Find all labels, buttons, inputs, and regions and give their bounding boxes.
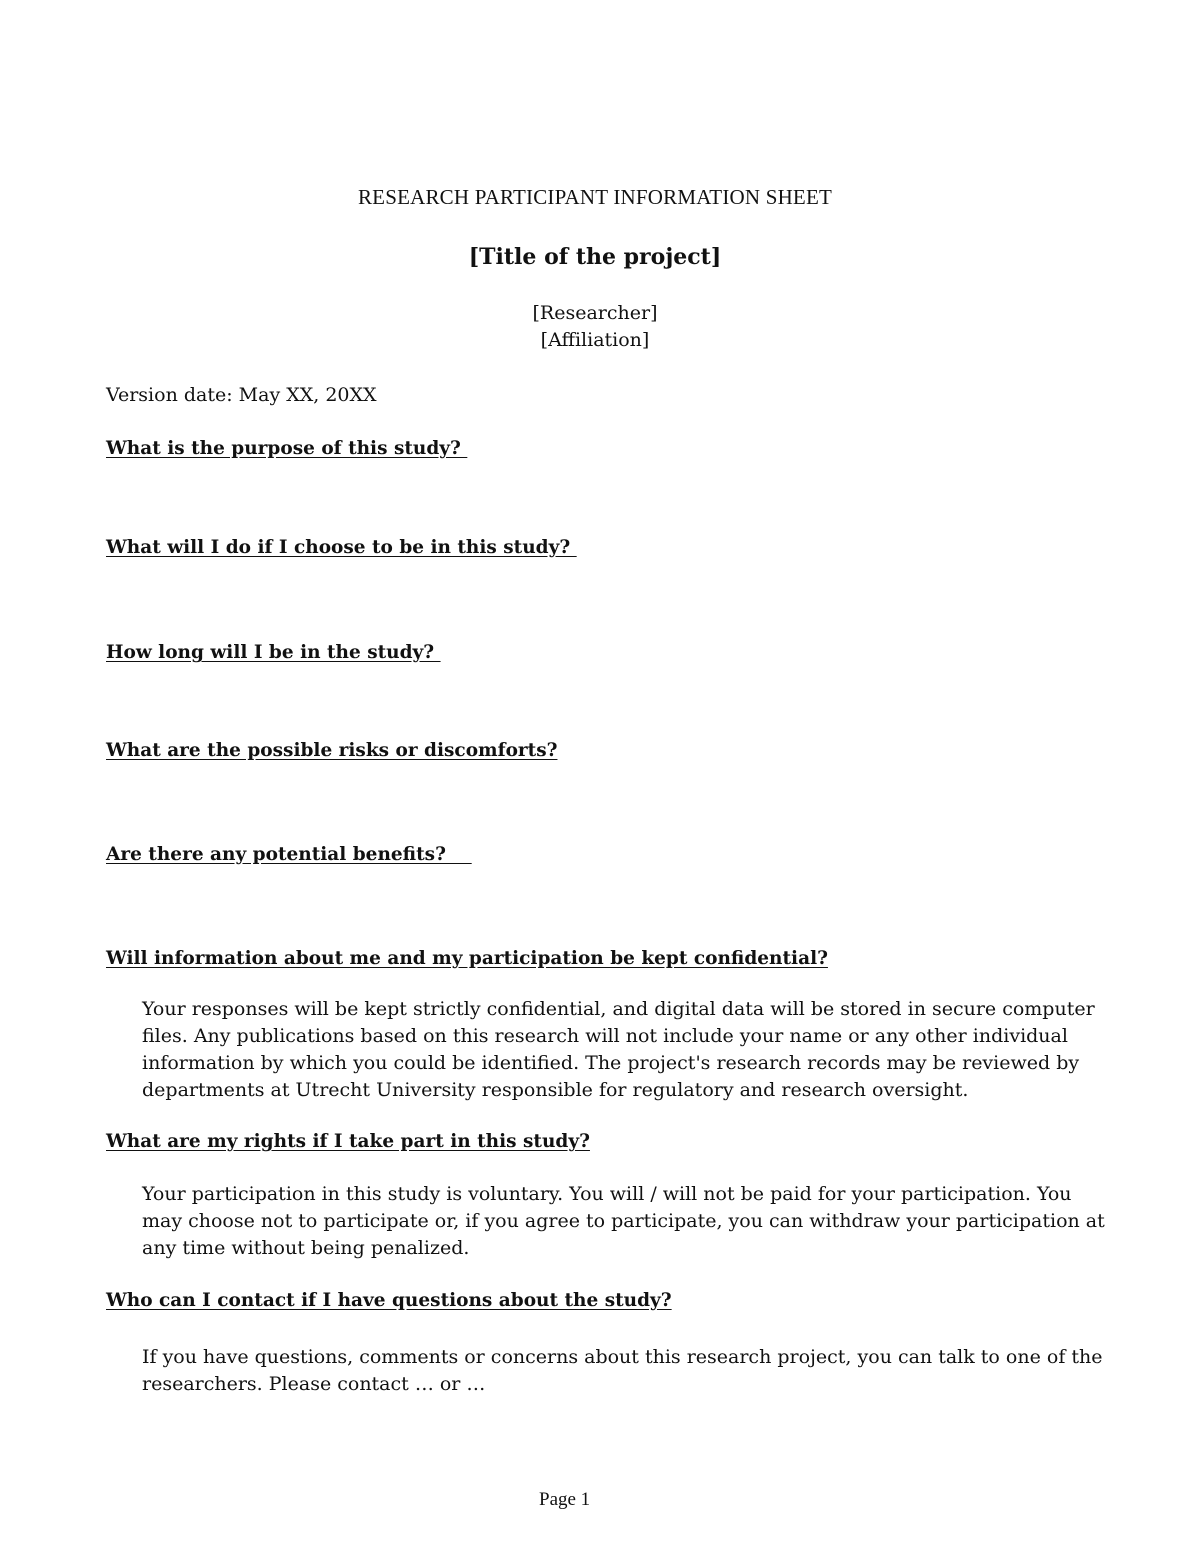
paragraph-line: researchers. Please contact … or … <box>142 1373 486 1395</box>
paragraph-line: Your responses will be kept strictly confidential, and digital data will be stored in secure computer <box>142 998 1095 1020</box>
document-header: RESEARCH PARTICIPANT INFORMATION SHEET <box>357 185 833 209</box>
page-number: Page 1 <box>539 1489 591 1510</box>
heading-duration: How long will I be in the study? <box>106 642 441 663</box>
paragraph-line: departments at Utrecht University responsible for regulatory and research oversight. <box>142 1079 969 1101</box>
project-title: [Title of the project] <box>468 244 722 270</box>
researcher-name: [Researcher] <box>532 302 658 324</box>
affiliation: [Affiliation] <box>540 329 650 351</box>
heading-benefits: Are there any potential benefits? <box>106 844 472 865</box>
paragraph-line: information by which you could be identified. The project's research records may be reviewed by <box>142 1052 1080 1074</box>
heading-risks: What are the possible risks or discomforts? <box>106 740 558 761</box>
version-date: Version date: May XX, 20XX <box>106 384 377 406</box>
heading-purpose: What is the purpose of this study? <box>106 438 468 459</box>
paragraph-line: If you have questions, comments or concerns about this research project, you can talk to one of the <box>142 1346 1103 1368</box>
paragraph-line: may choose not to participate or, if you agree to participate, you can withdraw your participation at <box>142 1210 1105 1232</box>
rights-paragraph <box>142 1181 1105 1262</box>
paragraph-line: any time without being penalized. <box>142 1237 470 1259</box>
heading-procedures: What will I do if I choose to be in this study? <box>106 537 577 558</box>
paragraph-line: Your participation in this study is voluntary. You will / will not be paid for your participation. You <box>142 1183 1072 1205</box>
contact-paragraph <box>142 1344 1103 1398</box>
confidentiality-paragraph <box>142 996 1095 1104</box>
heading-contact: Who can I contact if I have questions about the study? <box>106 1290 672 1311</box>
paragraph-line: files. Any publications based on this research will not include your name or any other individual <box>142 1025 1068 1047</box>
heading-rights: What are my rights if I take part in this study? <box>106 1131 590 1152</box>
heading-confidentiality: Will information about me and my participation be kept confidential? <box>106 948 828 969</box>
